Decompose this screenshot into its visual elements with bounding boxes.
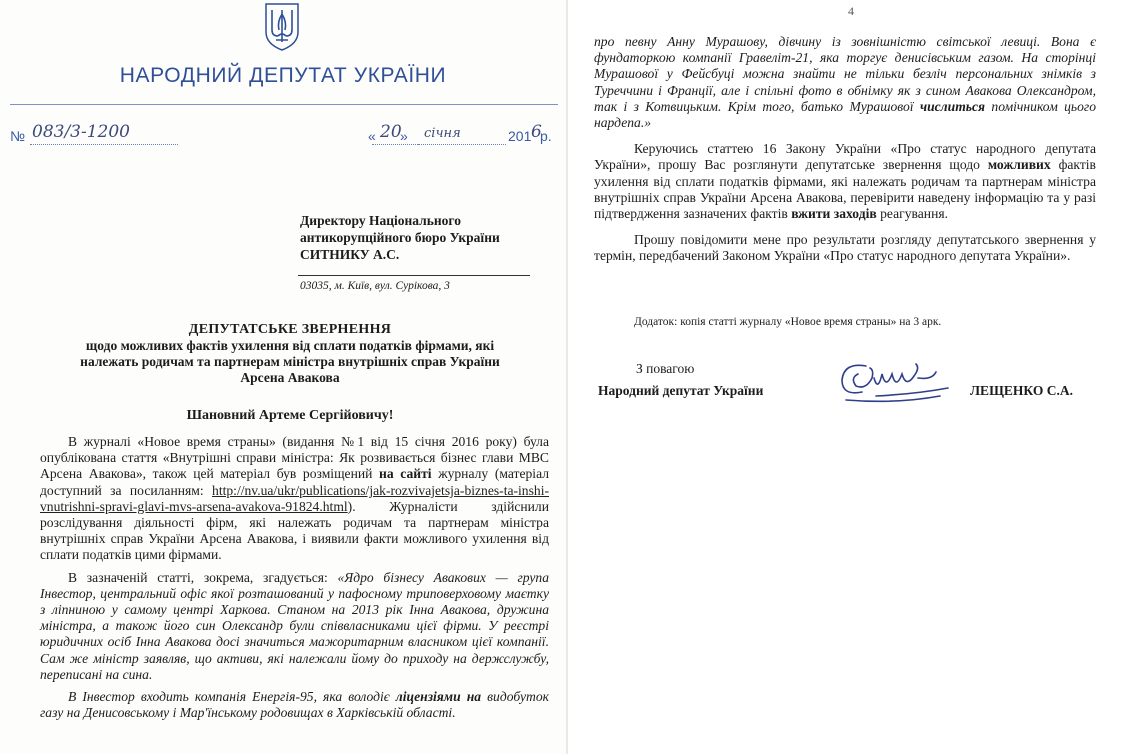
attachment-note: Додаток: копія статті журналу «Новое время страны» на 3 арк. — [634, 316, 942, 328]
addressee-line: СИТНИКУ А.С. — [300, 247, 400, 262]
signer-title: Народний депутат України — [598, 383, 764, 398]
paragraph-3: В Інвестор входить компанія Енергія-95, яка володіє ліцензіями на видобуток газу на Денисовському і Мар'їнському родовищах в Харківській області. — [40, 689, 549, 721]
document-subtitle-line: належать родичам та партнерам міністра внутрішніх справ України — [80, 354, 500, 369]
document-subtitle-line: щодо можливих фактів ухилення від сплати податків фірмами, які — [85, 338, 495, 353]
paragraph-1: В журналі «Новое время страны» (видання №1 від 15 січня 2016 року) була опублікована стаття «Внутрішні справи міністра: Як розвивається бізнес глави МВС Арсена Авакова», також цей матеріал був розміщений на сайті журналу (матеріал доступний за посиланням: http://nv.ua/ukr/publications/jak-rozvivajetsja-biznes-ta-inshi-vnutrishni-spravi-glavi-mvs-arsena-avakova-91824.html). Журналісти здійснили розслідування діяльності фірм, які належать родичам та партнерам міністра внутрішніх справ України Арсена Авакова, і виявили факти можливого ухилення від сплати податків цими фірмами. — [40, 434, 550, 563]
date-month-handwritten: січня — [424, 126, 461, 141]
reg-number-dotted-line — [30, 144, 178, 145]
document-heading: ДЕПУТАТСЬКЕ ЗВЕРНЕННЯ — [188, 322, 392, 337]
body-paragraphs — [40, 434, 549, 721]
date-year-prefix: 201 — [508, 128, 532, 144]
notify-paragraph: Прошу повідомити мене про результати розгляду депутатського звернення у термін, передбачений Законом України «Про статус народного депутата України». — [594, 232, 1096, 264]
reg-number-prefix: № — [10, 128, 26, 144]
article-link[interactable]: http://nv.ua/ukr/publications/jak-rozvivajetsja-biznes-ta-inshi-vnutrishni-spravi-glavi-mvs-arsena-avakova-91824.html — [40, 482, 549, 514]
addressee-line: антикорупційного бюро України — [300, 230, 500, 245]
date-day-handwritten: 20 — [380, 122, 402, 142]
handwritten-signature-icon — [836, 352, 976, 408]
addressee-block — [300, 212, 540, 263]
month-dotted-line — [418, 144, 506, 145]
addressee-rule — [298, 275, 530, 276]
right-body — [594, 34, 1096, 275]
addressee-address: 03035, м. Київ, вул. Сурікова, 3 — [300, 280, 450, 292]
quote-continuation: про певну Анну Мурашову, дівчину із зовнішністю світської левиці. Вона є фундаторкою компанії Гравеліт-21, яка торгує денисівським газом. На сторінці Мурашової у Фейсбуці можна знайти не тільки безліч персональних знімків з Туреччини і Франції, але і спільні фото в обнімку як з сином Авакова Олександром, так і з Котвицьким. Крім того, батько Мурашової числиться помічником цього нардепа.» — [594, 34, 1097, 131]
letter-page-left — [0, 0, 566, 754]
document-title — [40, 322, 540, 386]
date-suffix: р. — [540, 128, 552, 144]
letterhead-rule — [10, 104, 558, 105]
reg-number-handwritten: 083/3-1200 — [32, 122, 130, 142]
letter-page-right — [568, 0, 1134, 754]
signer-name: ЛЕЩЕНКО С.А. — [970, 383, 1073, 398]
addressee-line: Директору Національного — [300, 213, 461, 228]
document-subtitle-line: Арсена Авакова — [240, 370, 340, 385]
greeting: Шановний Артеме Сергійовичу! — [186, 408, 394, 423]
date-quote-open: « — [368, 128, 376, 144]
page-number: 4 — [848, 4, 854, 18]
date-quote-close: » — [400, 128, 408, 144]
date-year-handwritten: 6 — [531, 122, 542, 142]
request-paragraph: Керуючись статтею 16 Закону України «Про статус народного депутата України», прошу Вас розглянути депутатське звернення щодо можливих фактів ухилення від сплати податків фірмами, які належать родичам та партнерам міністра внутрішніх справ України Арсена Авакова, перевірити наведену інформацію та у разі підтвердження зазначених фактів вжити заходів реагування. — [594, 141, 1096, 222]
regards: З повагою — [636, 361, 695, 376]
letterhead-title: НАРОДНИЙ ДЕПУТАТ УКРАЇНИ — [119, 64, 447, 87]
trident-coat-of-arms-icon — [262, 2, 302, 52]
paragraph-2: В зазначеній статті, зокрема, згадується: «Ядро бізнесу Авакових — група Інвестор, центральний офіс якої розташований у пафосному триповерховому маєтку з ліпниною у самому центрі Харкова. Станом на 2013 рік Інна Авакова, дружина міністра, а також його син Олександр були співвласниками цієї фірми. У реєстрі юридичних осіб Інна Авакова досі значиться мажоритарним власником цієї компанії. Сам же міністр заявляв, що активи, які належали йому до приходу на держслужбу, переписані на сина. — [40, 569, 549, 682]
